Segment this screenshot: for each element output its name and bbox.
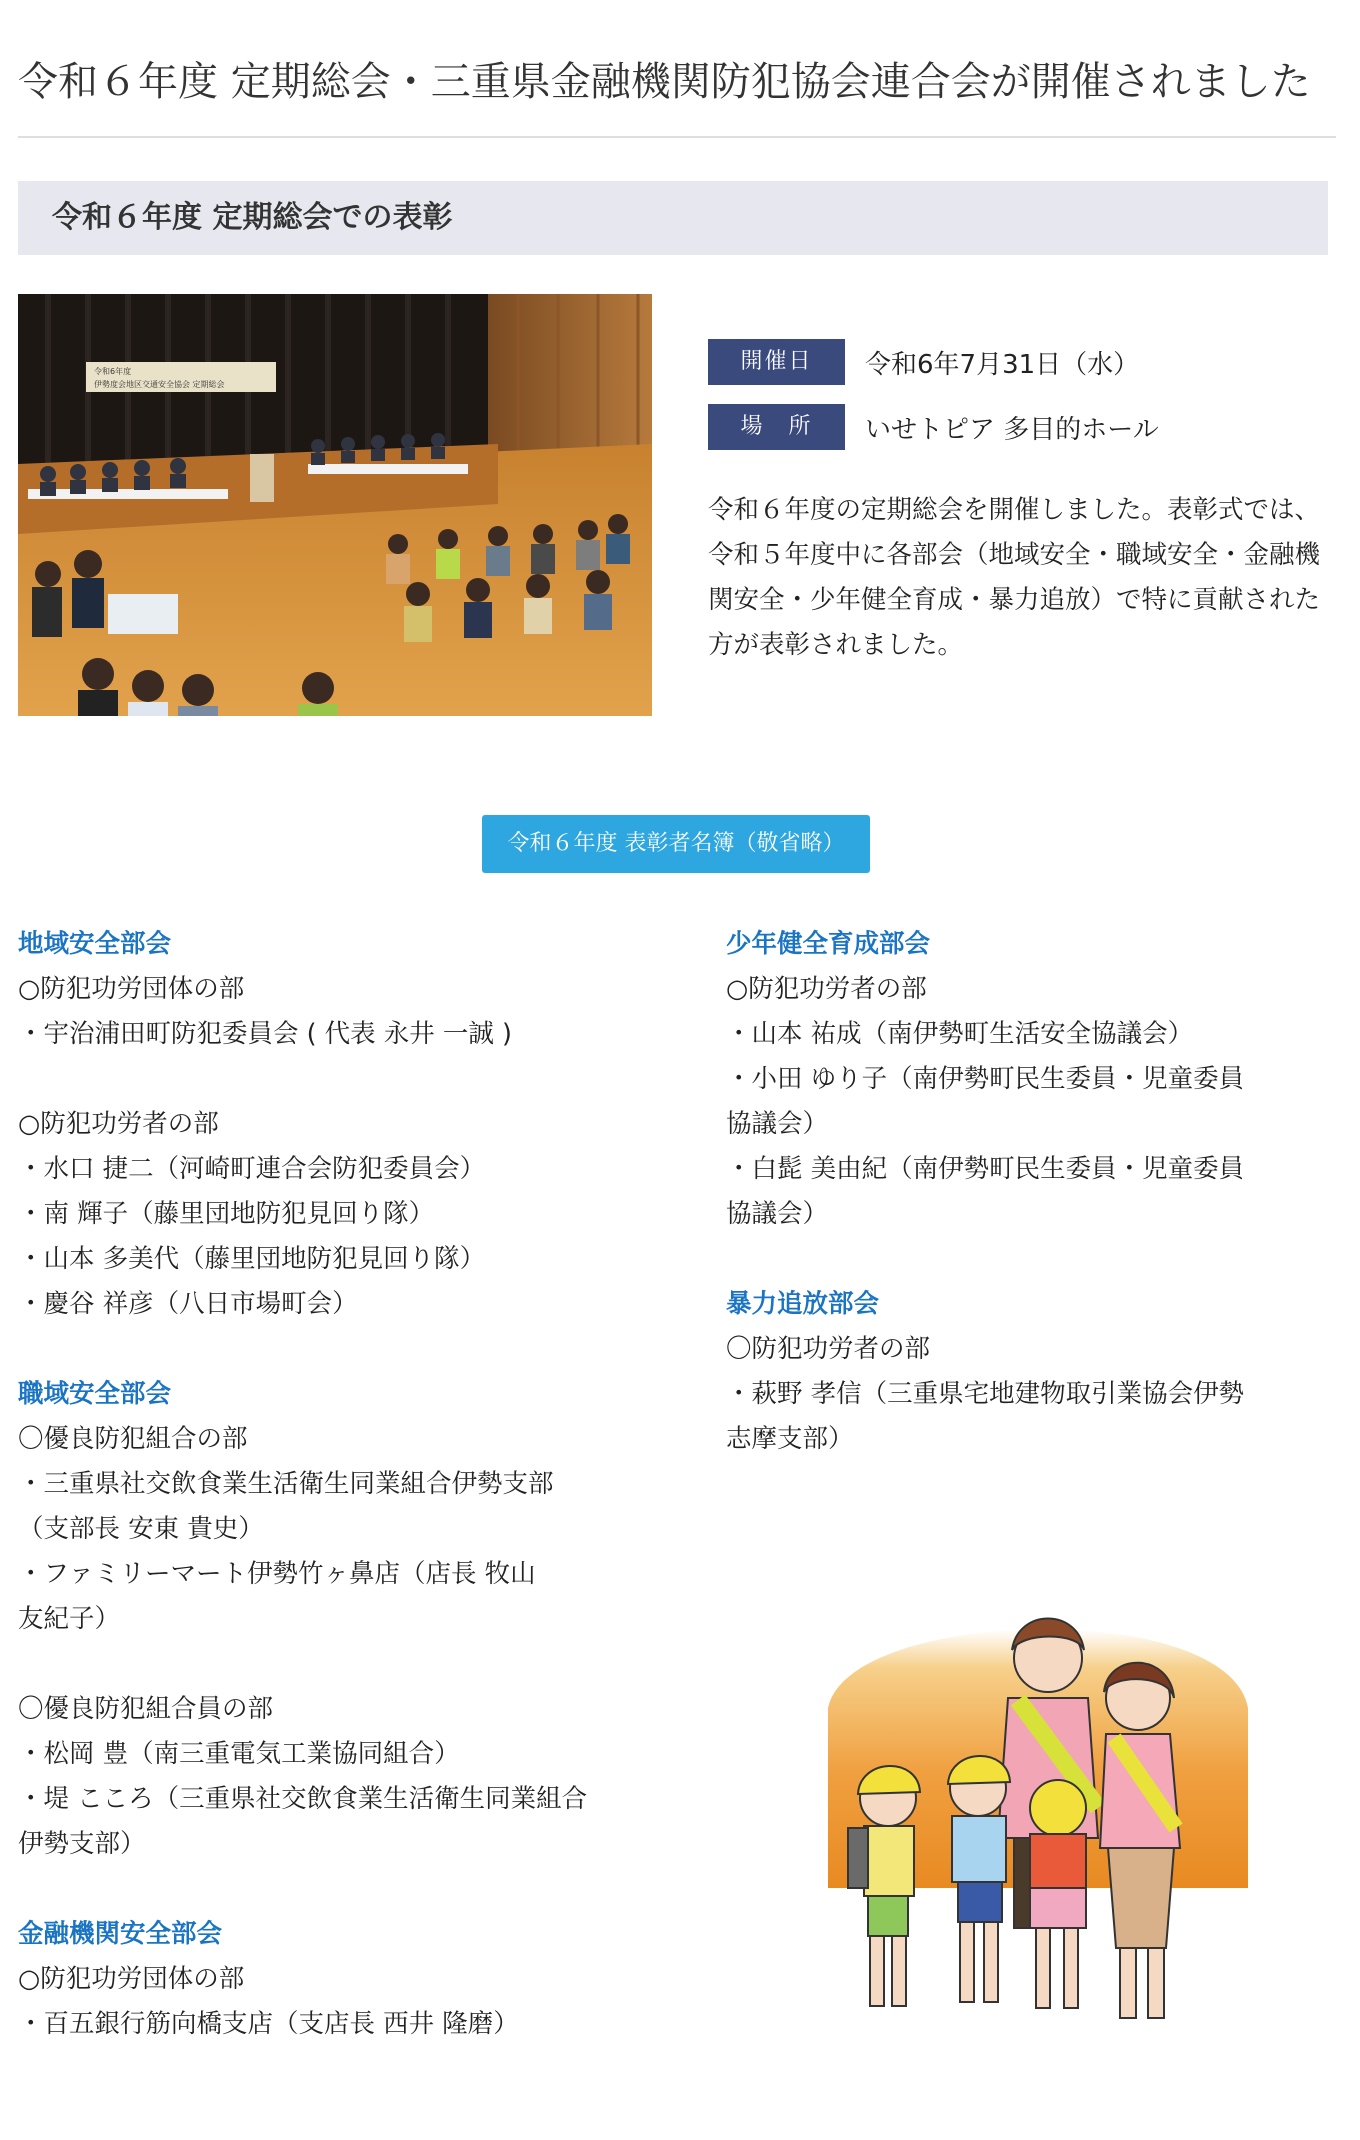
department-heading: 金融機関安全部会 [18, 1919, 223, 1949]
roster-entry: ○防犯功労団体の部 [18, 1964, 245, 1994]
roster-entry: 〇優良防犯組合員の部 [18, 1694, 274, 1724]
roster-entry: ○防犯功労者の部 [18, 1109, 219, 1139]
roster-entry: ・松岡 豊（南三重電気工業協同組合） [18, 1739, 460, 1769]
roster-entry: ・山本 祐成（南伊勢町生活安全協議会） [726, 1019, 1194, 1049]
children-illustration [808, 1588, 1278, 2048]
roster-entry: 〇防犯功労者の部 [726, 1334, 931, 1364]
department-heading: 職域安全部会 [18, 1379, 172, 1409]
meeting-photo [18, 294, 652, 716]
title-divider [18, 136, 1336, 138]
roster-spacer [18, 1867, 648, 1912]
svg-text:伊勢度会地区交通安全協会 定期総会: 伊勢度会地区交通安全協会 定期総会 [94, 380, 225, 389]
department-heading: 暴力追放部会 [726, 1289, 880, 1319]
svg-text:令和6年度: 令和6年度 [94, 367, 132, 376]
roster-left-column [18, 922, 648, 2047]
place-label: 場 所 [708, 404, 845, 450]
roster-entry: ○防犯功労団体の部 [18, 974, 245, 1004]
roster-entry: ・萩野 孝信（三重県宅地建物取引業協会伊勢 [726, 1379, 1245, 1409]
roster-entry: ・堤 こころ（三重県社交飲食業生活衛生同業組合 [18, 1784, 588, 1814]
roster-entry: ・水口 捷二（河崎町連合会防犯委員会） [18, 1154, 486, 1184]
roster-entry: （支部長 安東 貴史） [18, 1514, 264, 1544]
roster-entry: ・宇治浦田町防犯委員会 ( 代表 永井 一誠 ) [18, 1019, 512, 1049]
roster-entry: ・三重県社交飲食業生活衛生同業組合伊勢支部 [18, 1469, 554, 1499]
department-heading: 少年健全育成部会 [726, 929, 931, 959]
date-label: 開催日 [708, 339, 845, 385]
event-date-row [708, 339, 1139, 385]
roster-entry: ・百五銀行筋向橋支店（支店長 西井 隆磨） [18, 2009, 519, 2039]
roster-entry: ・南 輝子（藤里団地防犯見回り隊） [18, 1199, 435, 1229]
roster-entry: 志摩支部） [726, 1424, 854, 1454]
section-heading-band [18, 181, 1328, 255]
date-value: 令和6年7月31日（水） [865, 349, 1140, 380]
department-heading: 地域安全部会 [18, 929, 172, 959]
roster-entry: ・ファミリーマート伊勢竹ヶ鼻店（店長 牧山 [18, 1559, 536, 1589]
section-heading: 令和６年度 定期総会での表彰 [52, 200, 453, 235]
roster-heading-badge: 令和６年度 表彰者名簿（敬省略） [482, 815, 870, 873]
roster-entry: 友紀子） [18, 1604, 121, 1634]
intro-text: 令和６年度の定期総会を開催しました。表彰式では、令和５年度中に各部会（地域安全・職域安全・金融機関安全・少年健全育成・暴力追放）で特に貢献された方が表彰されました。 [708, 495, 1321, 660]
roster-spacer [726, 1237, 1356, 1282]
roster-entry: ○防犯功労者の部 [726, 974, 927, 1004]
roster-entry: 〇優良防犯組合の部 [18, 1424, 248, 1454]
roster-entry: ・慶谷 祥彦（八日市場町会） [18, 1289, 358, 1319]
roster-spacer [18, 1057, 648, 1102]
roster-entry: ・白髭 美由紀（南伊勢町民生委員・児童委員 [726, 1154, 1245, 1184]
roster-spacer [18, 1327, 648, 1372]
roster-entry: 伊勢支部） [18, 1829, 146, 1859]
roster-spacer [18, 1642, 648, 1687]
roster-right-column [726, 922, 1356, 1462]
roster-entry: ・小田 ゆり子（南伊勢町民生委員・児童委員 [726, 1064, 1245, 1094]
page-title: 令和６年度 定期総会・三重県金融機関防犯協会連合会が開催されました [18, 59, 1311, 105]
place-value: いせトピア 多目的ホール [865, 414, 1159, 445]
event-place-row [708, 404, 1159, 450]
roster-entry: ・山本 多美代（藤里団地防犯見回り隊） [18, 1244, 486, 1274]
roster-entry: 協議会） [726, 1109, 829, 1139]
roster-entry: 協議会） [726, 1199, 829, 1229]
